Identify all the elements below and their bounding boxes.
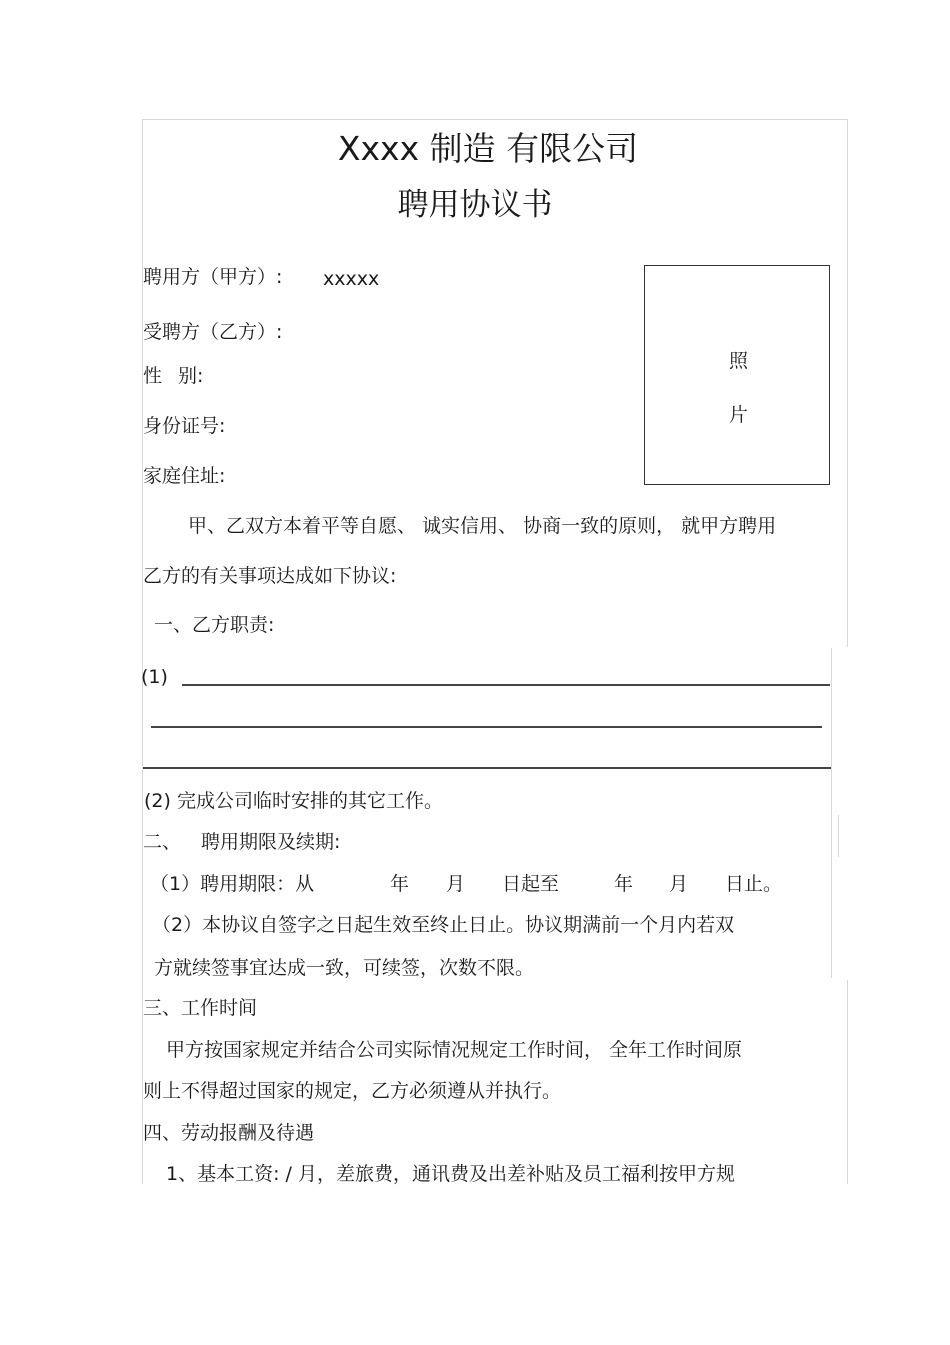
employer-label: 聘用方（甲方）:	[143, 266, 283, 288]
id-number-label: 身份证号:	[143, 415, 226, 437]
photo-label-char: 照	[729, 350, 749, 372]
frame-right-border	[847, 980, 848, 1184]
term-clause-line: 方就续签事宜达成一致，可续签，次数不限。	[154, 957, 535, 979]
duty-item: (2) 完成公司临时安排的其它工作。	[144, 790, 443, 812]
address-label: 家庭住址:	[143, 465, 226, 487]
employer-value: xxxxx	[323, 268, 380, 290]
month-label: 月	[669, 873, 689, 895]
blank-underline	[151, 726, 822, 728]
year-label: 年	[614, 873, 634, 895]
intro-line: 乙方的有关事项达成如下协议:	[143, 565, 397, 587]
duty-item-marker: (1)	[141, 666, 168, 688]
frame-right-border	[838, 815, 839, 857]
day-label: 日起至	[502, 873, 560, 895]
month-label: 月	[446, 873, 466, 895]
work-time-line: 则上不得超过国家的规定，乙方必须遵从并执行。	[143, 1080, 562, 1102]
term-period-prefix: （1）聘用期限：从	[150, 873, 315, 895]
document-title: 聘用协议书	[397, 187, 553, 223]
gender-label: 性 别:	[143, 365, 204, 387]
year-label: 年	[390, 873, 410, 895]
employee-label: 受聘方（乙方）:	[143, 321, 283, 343]
photo-label-char: 片	[729, 404, 749, 426]
section-heading-number: 二、	[143, 831, 182, 853]
section-heading: 四、劳动报酬及待遇	[143, 1122, 315, 1144]
blank-underline	[182, 684, 830, 686]
work-time-line: 甲方按国家规定并结合公司实际情况规定工作时间， 全年工作时间原	[166, 1039, 743, 1061]
photo-box	[644, 265, 830, 485]
blank-underline	[143, 767, 831, 769]
day-label: 日止。	[725, 873, 783, 895]
intro-line: 甲、乙双方本着平等自愿、 诚实信用、 协商一致的原则， 就甲方聘用	[188, 515, 777, 537]
section-heading: 三、工作时间	[143, 997, 258, 1019]
company-title: Xxxx 制造 有限公司	[337, 129, 639, 168]
term-clause-line: （2）本协议自签字之日起生效至终止日止。协议期满前一个月内若双	[152, 914, 735, 936]
frame-top-border	[142, 119, 848, 120]
salary-line: 1、基本工资: / 月，差旅费，通讯费及出差补贴及员工福利按甲方规	[166, 1163, 735, 1185]
section-heading: 一、乙方职责:	[154, 614, 275, 636]
frame-right-border	[831, 648, 832, 978]
section-heading: 聘用期限及续期:	[201, 831, 341, 853]
